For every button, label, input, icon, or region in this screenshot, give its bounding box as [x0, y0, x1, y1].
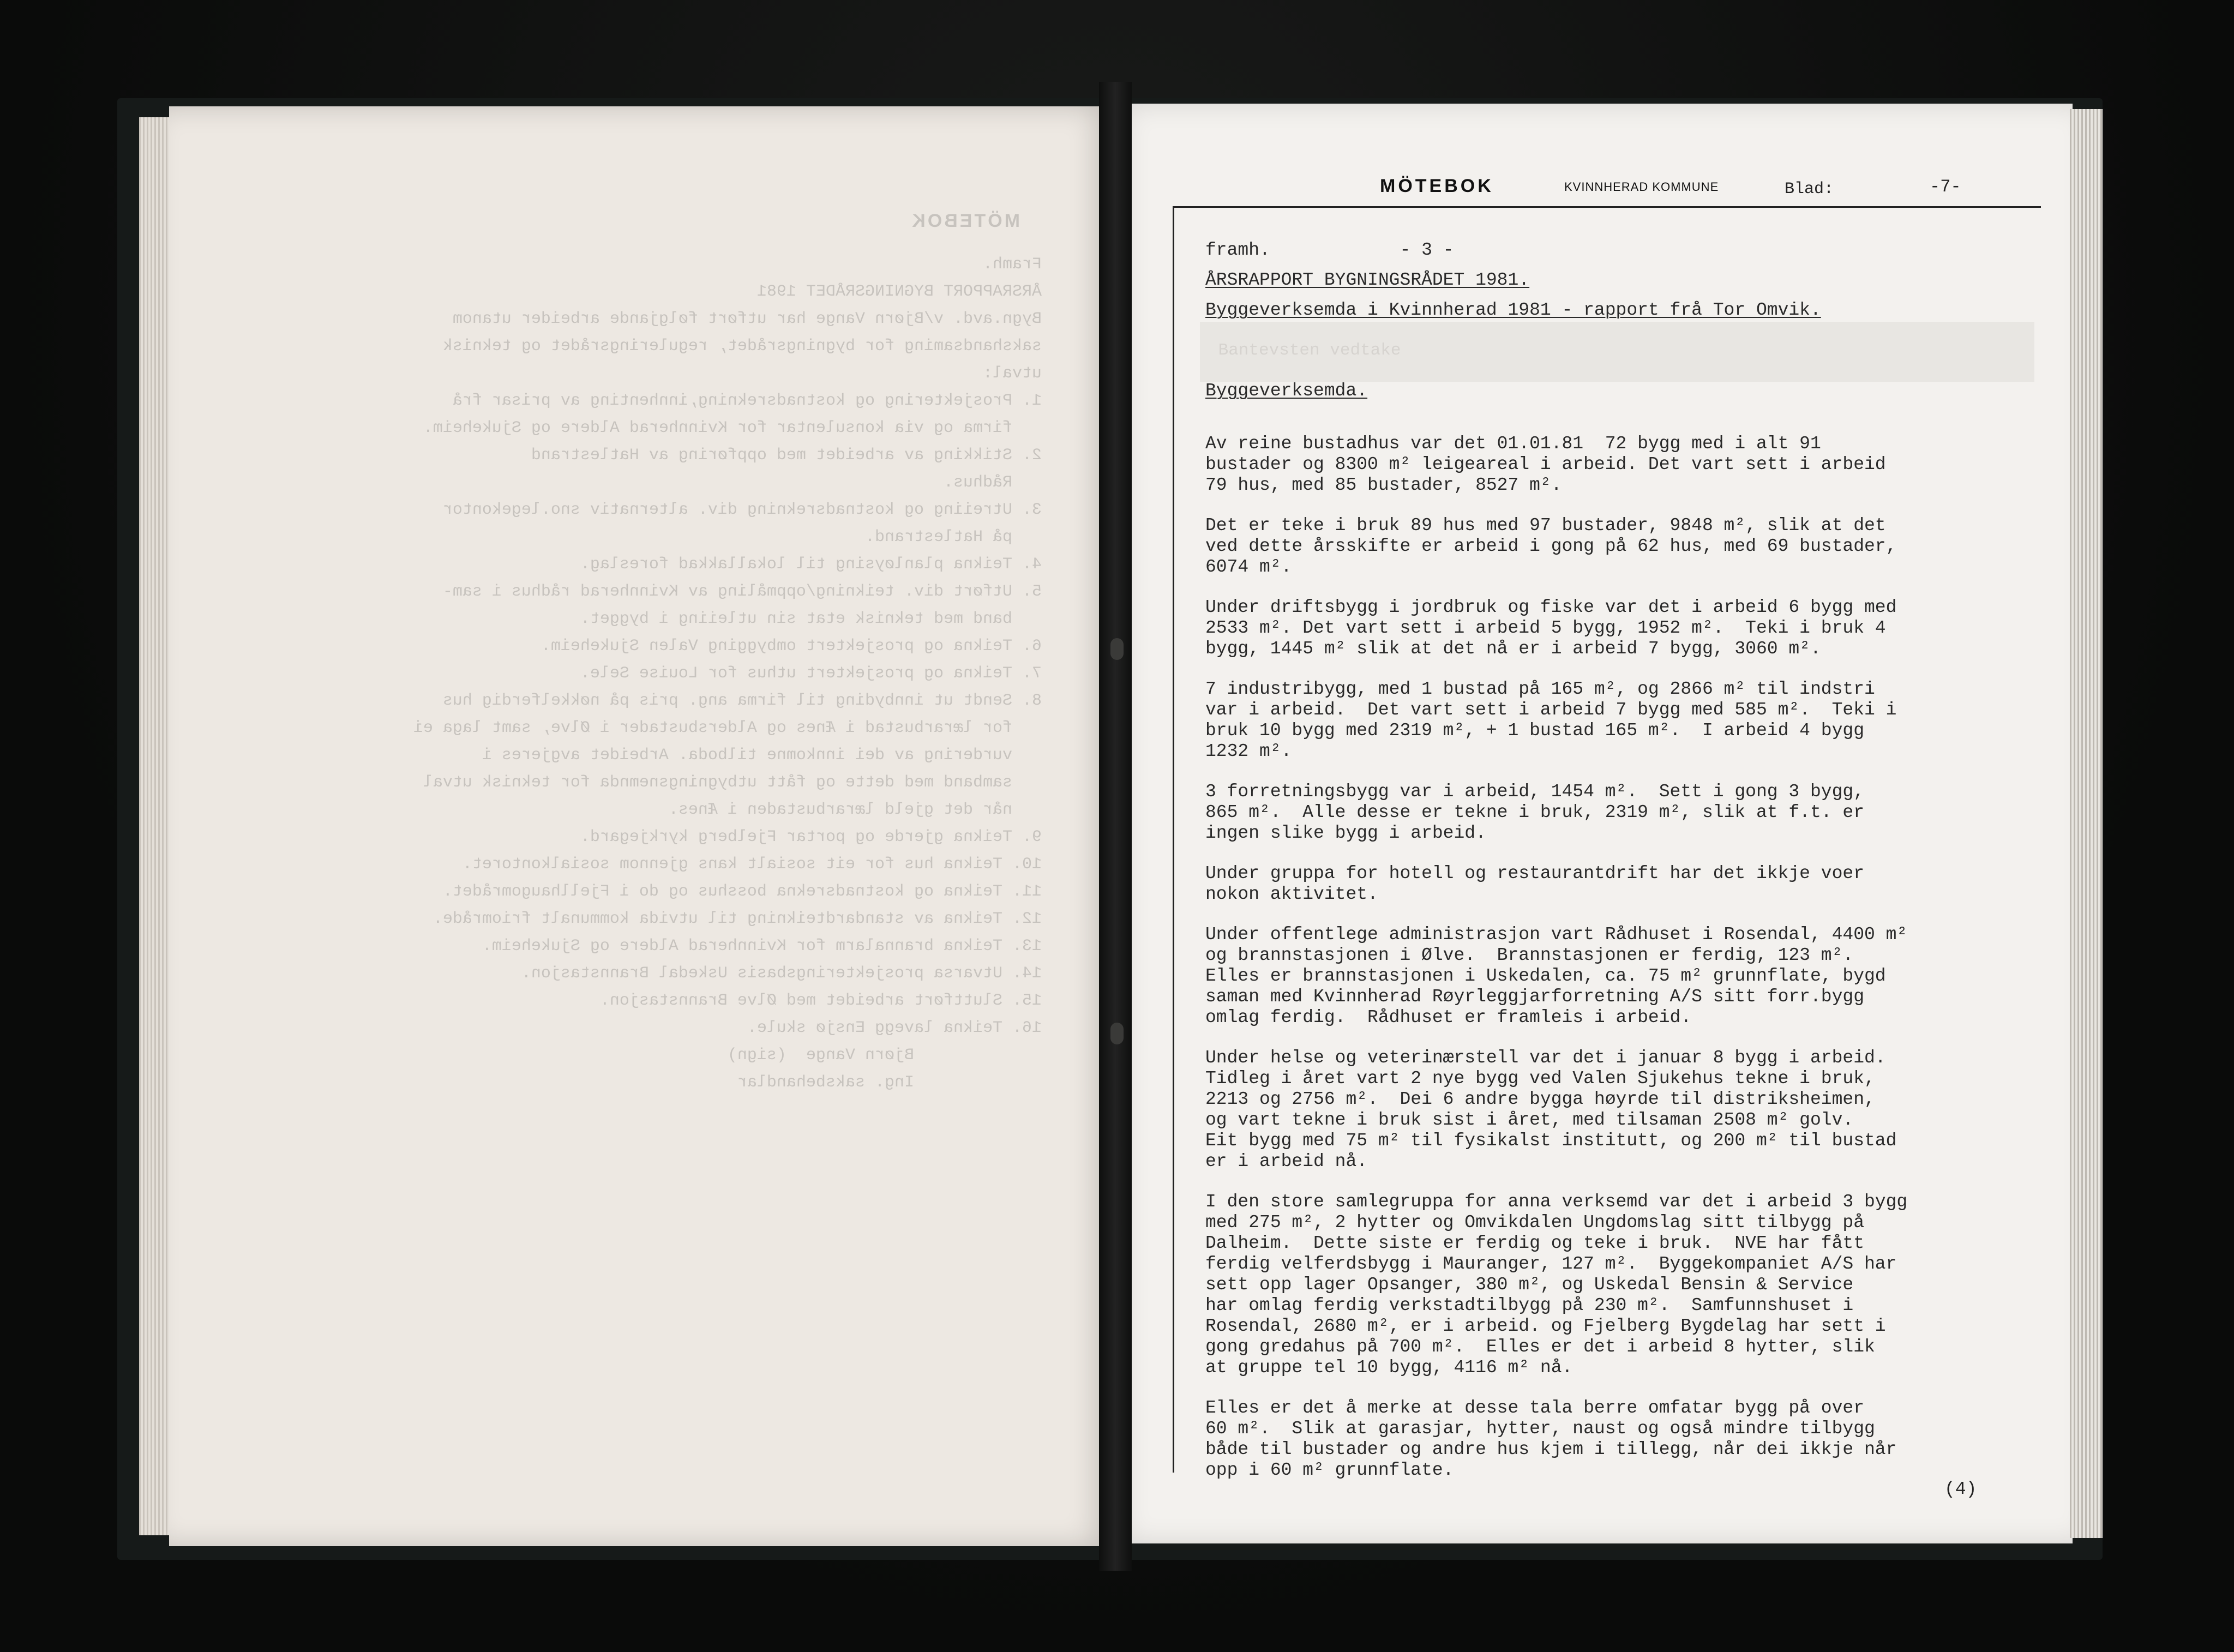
- page-footer-number: (4): [1944, 1479, 1977, 1499]
- paragraph-line: 60 m². Slik at garasjar, hytter, naust og også mindre tilbygg: [1205, 1419, 1875, 1439]
- bleed-line: 6. Teikna og prosjektert ombygging Valen Sjukeheim.: [541, 637, 1042, 656]
- bleed-line: 5. Utført div. teikning/oppmåling av Kvinnherad rådhus i sam-: [442, 582, 1042, 601]
- bleed-line: for lærarbustad i Ænes og Aldersbustader i Ølve, samt laga ei: [413, 719, 1042, 737]
- bleed-line: Ing. saksbehandlar: [737, 1073, 1042, 1092]
- bleed-line: når det gjeld lærarbustaden i Ænes.: [668, 801, 1042, 819]
- paragraph-line: og brannstasjonen i Ølve. Brannstasjonen er ferdig, 123 m².: [1205, 945, 1854, 965]
- paragraph-line: Under offentlege administrasjon vart Rådhuset i Rosendal, 4400 m²: [1205, 924, 1908, 945]
- bleed-line: band med teknisk etat sin utleiing i bygget.: [580, 610, 1042, 628]
- bleed-line: Bjørn Vange (sign): [727, 1046, 1042, 1065]
- bleed-line: Bygn.avd. v/Bjørn Vange har utført følgjande arbeider utanom: [452, 310, 1042, 328]
- left-page-bleed-text: [180, 207, 1042, 1189]
- bleed-line: Rådhus.: [943, 473, 1042, 492]
- margin-rule: [1173, 207, 1174, 1473]
- paragraph-line: 3 forretningsbygg var i arbeid, 1454 m². Sett i gong 3 bygg,: [1205, 782, 1864, 802]
- page-number: -7-: [1930, 177, 1961, 197]
- paragraph-line: Elles er brannstasjonen i Uskedalen, ca. 75 m² grunnflate, bygd: [1205, 966, 1886, 986]
- bleed-line: 11. Teikna og kostnadsrekna bosshus og do i Fjellhaugområdet.: [442, 882, 1042, 901]
- doc-subtitle: Byggeverksemda i Kvinnherad 1981 - rapport frå Tor Omvik.: [1205, 300, 1821, 320]
- paragraph-line: at gruppe tel 10 bygg, 4116 m² nå.: [1205, 1357, 1573, 1378]
- paragraph-line: ved dette årsskifte er arbeid i gong på 62 hus, med 69 bustader,: [1205, 536, 1897, 556]
- bleed-lines: [413, 251, 1042, 1096]
- bleed-line: 12. Teikna av standardteikning til utvida kommunalt friområde.: [433, 910, 1042, 928]
- paragraph-line: Rosendal, 2680 m², er i arbeid. og Fjelberg Bygdelag har sett i: [1205, 1316, 1886, 1336]
- paragraph-line: gong gredahus på 700 m². Elles er det i arbeid 8 hytter, slik: [1205, 1337, 1875, 1357]
- paragraph-line: Det er teke i bruk 89 hus med 97 bustader, 9848 m², slik at det: [1205, 515, 1886, 536]
- bleed-line: 7. Teikna og prosjektert uthus for Louise Sele.: [580, 664, 1042, 683]
- paragraph-line: Under helse og veterinærstell var det i januar 8 bygg i arbeid.: [1205, 1048, 1886, 1068]
- paragraph-line: 2533 m². Det vart sett i arbeid 5 bygg, 1952 m². Teki i bruk 4: [1205, 618, 1886, 638]
- bleed-line: firma og via konsulentar for Kvinnherad Aldere og Sjukeheim.: [423, 419, 1042, 437]
- binding-hole-icon: [1110, 638, 1124, 660]
- bleed-line: vurdering av dei innkomne tilboda. Arbeidet avgjeres i: [482, 746, 1042, 765]
- paragraph-line: er i arbeid nå.: [1205, 1151, 1368, 1172]
- paragraph-line: Under driftsbygg i jordbruk og fiske var det i arbeid 6 bygg med: [1205, 597, 1897, 617]
- bleed-line: 1. Prosjektering og kostnadsrekning,innhenting av prisar frå: [452, 392, 1042, 410]
- paragraph-line: Elles er det å merke at desse tala berre omfatar bygg på over: [1205, 1398, 1864, 1418]
- bleed-line: 10. Teikna hus for eit sosialt kans gjennom sosialkontoret.: [462, 855, 1042, 874]
- paragraph-line: Eit bygg med 75 m² til fysikalst institutt, og 200 m² til bustad: [1205, 1131, 1897, 1151]
- paragraph-line: 6074 m².: [1205, 557, 1292, 577]
- bleed-line: 13. Teikna brannalarm for Kvinnherad Aldere og Sjukeheim.: [482, 937, 1042, 956]
- paragraph-line: omlag ferdig. Rådhuset er framleis i arbeid.: [1205, 1007, 1692, 1028]
- paragraph-line: og vart tekne i bruk sist i året, med tilsaman 2508 m² golv.: [1205, 1110, 1854, 1130]
- bleed-line: 4. Teikna planløysing til lokallakkad foreslag.: [580, 555, 1042, 574]
- bleed-line: Framh.: [982, 255, 1042, 274]
- section-heading: Byggeverksemda.: [1205, 381, 1368, 401]
- header-rule: [1173, 206, 2041, 208]
- paragraph-line: saman med Kvinnherad Røyrleggjarforretning A/S sitt forr.bygg: [1205, 987, 1864, 1007]
- paragraph-line: Tidleg i året vart 2 nye bygg ved Valen Sjukehus tekne i bruk,: [1205, 1068, 1875, 1089]
- kommune-name: KVINNHERAD KOMMUNE: [1564, 180, 1719, 194]
- bleed-line: utval:: [982, 364, 1042, 383]
- paragraph-line: ferdig velferdsbygg i Mauranger, 127 m². Byggekompaniet A/S har: [1205, 1254, 1897, 1274]
- paragraph-line: Dalheim. Dette siste er ferdig og teke i bruk. NVE har fått: [1205, 1233, 1864, 1253]
- ghost-text: Bantevsten vedtake: [1208, 341, 1401, 360]
- paragraph-line: Under gruppa for hotell og restaurantdrift har det ikkje voer: [1205, 863, 1864, 884]
- binding-hole-icon: [1110, 1023, 1124, 1044]
- paragraph-line: sett opp lager Opsanger, 380 m², og Uskedal Bensin & Service: [1205, 1275, 1854, 1295]
- paragraph-line: I den store samlegruppa for anna verksemd var det i arbeid 3 bygg: [1205, 1192, 1908, 1212]
- paragraph-line: 865 m². Alle desse er tekne i bruk, 2319 m², slik at f.t. er: [1205, 802, 1864, 822]
- left-page-stack: [139, 117, 172, 1535]
- paragraph-line: bustader og 8300 m² leigeareal i arbeid. Det vart sett i arbeid: [1205, 454, 1886, 474]
- motebok-logo: MÖTEBOK: [1380, 176, 1494, 196]
- paragraph-line: 1232 m².: [1205, 741, 1292, 761]
- right-page-stack: [2070, 109, 2103, 1538]
- bleed-line: samband med dette og fått utbygningsnemnda for teknisk utval: [423, 773, 1042, 792]
- paragraph-line: 2213 og 2756 m². Dei 6 andre bygga høyrde til distriksheimen,: [1205, 1089, 1875, 1109]
- bleed-line: 15. Sluttført arbeidet med Ølve Brannstasjon.: [599, 992, 1042, 1010]
- doc-framh-line: framh. - 3 -: [1205, 240, 1454, 260]
- paragraph-line: nokon aktivitet.: [1205, 884, 1378, 904]
- doc-title: ÅRSRAPPORT BYGNINGSRÅDET 1981.: [1205, 270, 1530, 290]
- bleed-line: 8. Sendt ut innbyding til firma ang. pris på nøkkelferdig hus: [442, 692, 1042, 710]
- bleed-line: 2. Stikking av arbeidet med oppføring av Hatlestrand: [531, 446, 1042, 465]
- bleed-line: 14. Utvarsa prosjekteringsbasis Uskedal Brannstasjon.: [521, 964, 1042, 983]
- bleed-line: sakshandsaming for bygningsrådet, reguleringsrådet og teknisk: [442, 337, 1042, 356]
- book-spine: [1099, 82, 1132, 1571]
- bleed-line: 16. Teikna lavegg Ensjø skule.: [747, 1019, 1042, 1037]
- bleed-line: 9. Teikna gjerde og portar Fjelberg kyrkjegard.: [580, 828, 1042, 846]
- paragraph-line: med 275 m², 2 hytter og Omvikdalen Ungdomslag sitt tilbygg på: [1205, 1212, 1864, 1233]
- paragraph-line: 7 industribygg, med 1 bustad på 165 m², og 2866 m² til indstri: [1205, 679, 1875, 699]
- paragraph-line: opp i 60 m² grunnflate.: [1205, 1460, 1454, 1480]
- paragraph-line: både til bustader og andre hus kjem i tillegg, når dei ikkje når: [1205, 1439, 1897, 1459]
- paragraph-line: var i arbeid. Det vart sett i arbeid 7 bygg med 585 m². Teki i: [1205, 700, 1897, 720]
- paragraph-line: bygg, 1445 m² slik at det nå er i arbeid 7 bygg, 3060 m².: [1205, 639, 1821, 659]
- paragraph-line: 79 hus, med 85 bustader, 8527 m².: [1205, 475, 1562, 495]
- bleed-line: på Hatlestrand.: [864, 528, 1042, 546]
- paragraph-line: har omlag ferdig verkstadtilbygg på 230 m². Samfunnshuset i: [1205, 1295, 1854, 1315]
- paragraph-line: ingen slike bygg i arbeid.: [1205, 823, 1486, 843]
- paragraph-line: Av reine bustadhus var det 01.01.81 72 bygg med i alt 91: [1205, 434, 1821, 454]
- bleed-line: ÅRSRAPPORT BYGNINGSRÅDET 1981: [756, 283, 1042, 301]
- bleed-line: 3. Utreiing og kostnadsrekning div. alternativ sno.legekontor: [442, 501, 1042, 519]
- paragraph-line: bruk 10 bygg med 2319 m², + 1 bustad 165 m². I arbeid 4 bygg: [1205, 720, 1864, 741]
- bleed-heading: MÖTEBOK: [910, 211, 1020, 231]
- blad-label: Blad:: [1785, 180, 1834, 199]
